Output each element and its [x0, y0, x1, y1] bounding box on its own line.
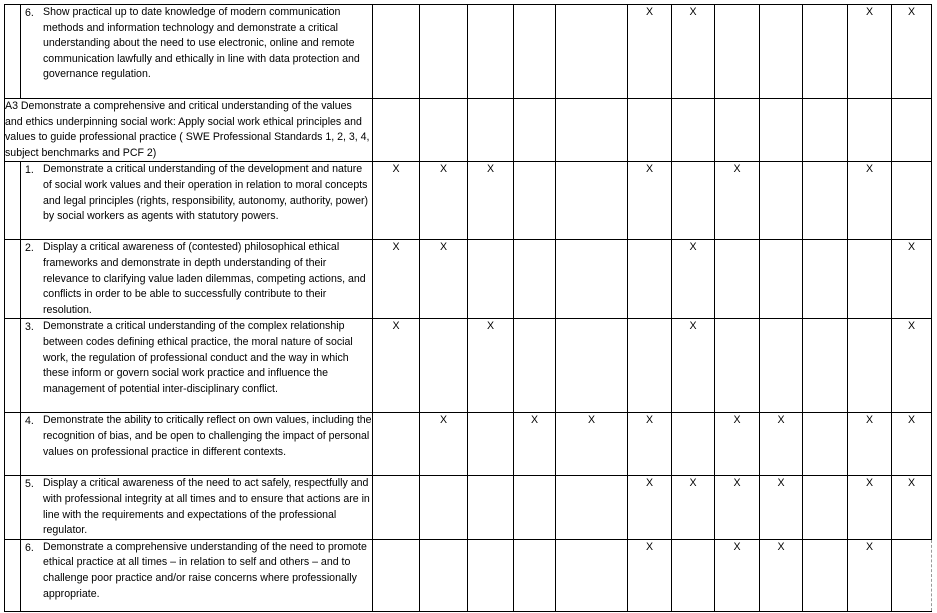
- matrix-cell: [803, 319, 848, 413]
- matrix-cell: [628, 240, 672, 319]
- matrix-cell-marked: X: [848, 476, 892, 539]
- matrix-cell: [848, 99, 892, 162]
- matrix-cell: [892, 539, 932, 611]
- matrix-cell: [420, 539, 468, 611]
- matrix-cell-marked: X: [628, 539, 672, 611]
- matrix-cell-marked: X: [468, 319, 514, 413]
- matrix-cell-marked: X: [628, 5, 672, 99]
- outcome-number: 6.: [25, 7, 34, 19]
- matrix-cell-marked: X: [760, 539, 803, 611]
- matrix-cell: [760, 162, 803, 240]
- matrix-cell: [803, 476, 848, 539]
- matrix-cell-marked: X: [848, 162, 892, 240]
- outcome-description: [21, 476, 373, 539]
- matrix-cell: [420, 319, 468, 413]
- matrix-cell-marked: X: [672, 319, 715, 413]
- matrix-cell: [803, 240, 848, 319]
- matrix-cell: [803, 5, 848, 99]
- matrix-cell: [373, 5, 420, 99]
- matrix-cell: [628, 319, 672, 413]
- matrix-cell: [848, 319, 892, 413]
- matrix-cell-marked: X: [892, 240, 932, 319]
- matrix-cell: [373, 413, 420, 476]
- outcome-row: [5, 240, 932, 319]
- matrix-cell-marked: X: [672, 5, 715, 99]
- matrix-cell: [514, 5, 556, 99]
- outcome-number: 6.: [25, 541, 34, 554]
- matrix-cell-marked: X: [373, 240, 420, 319]
- matrix-cell-marked: X: [556, 413, 628, 476]
- indent-cell: [5, 476, 21, 539]
- outcome-row: [5, 476, 932, 539]
- matrix-cell: [892, 99, 932, 162]
- matrix-cell-marked: X: [848, 539, 892, 611]
- matrix-cell: [373, 539, 420, 611]
- matrix-cell: [672, 539, 715, 611]
- matrix-cell: [803, 162, 848, 240]
- matrix-cell: [373, 99, 420, 162]
- matrix-cell: [760, 5, 803, 99]
- matrix-cell-marked: X: [892, 476, 932, 539]
- matrix-cell-marked: X: [848, 5, 892, 99]
- matrix-cell-marked: X: [628, 476, 672, 539]
- outcome-description: [21, 413, 373, 476]
- matrix-cell: [803, 99, 848, 162]
- matrix-cell: [760, 99, 803, 162]
- matrix-cell: [373, 476, 420, 539]
- outcome-description: [21, 240, 373, 319]
- matrix-cell: [514, 319, 556, 413]
- matrix-cell: [556, 539, 628, 611]
- outcome-row: [5, 413, 932, 476]
- indent-cell: [5, 5, 21, 99]
- outcome-number: 2.: [25, 242, 34, 255]
- outcome-description: [21, 539, 373, 611]
- matrix-cell: [514, 162, 556, 240]
- matrix-cell: [468, 99, 514, 162]
- matrix-cell: [556, 476, 628, 539]
- matrix-cell: [715, 5, 760, 99]
- matrix-cell-marked: X: [715, 476, 760, 539]
- section-heading-row: [5, 99, 932, 162]
- matrix-cell-marked: X: [715, 413, 760, 476]
- matrix-cell-marked: X: [760, 476, 803, 539]
- indent-cell: [5, 539, 21, 611]
- outcome-row: [5, 162, 932, 240]
- outcome-row: [5, 5, 932, 99]
- outcome-text: Demonstrate the ability to critically reflect on own values, including the recognition of bias, and be open to challenging the impact of personal values on professional practice in different contexts.: [43, 414, 372, 458]
- outcome-text: Show practical up to date knowledge of modern communication methods and information technology and demonstrate a critical understanding about the need to use electronic, online and remote communication lawfully and ethically in line with data protection and governance regulation.: [43, 6, 360, 81]
- matrix-cell: [848, 240, 892, 319]
- matrix-cell-marked: X: [892, 5, 932, 99]
- indent-cell: [5, 162, 21, 240]
- matrix-cell: [420, 5, 468, 99]
- matrix-cell-marked: X: [715, 539, 760, 611]
- matrix-cell: [468, 5, 514, 99]
- section-heading: A3 Demonstrate a comprehensive and critical understanding of the values and ethics underpinning social work: Apply social work ethical principles and values to guide professional practice ( SWE Professional Standards 1, 2, 3, 4, subject benchmarks and PCF 2): [5, 99, 373, 162]
- outcome-number: 5.: [25, 478, 34, 491]
- matrix-cell-marked: X: [420, 162, 468, 240]
- matrix-cell: [892, 162, 932, 240]
- matrix-cell: [468, 476, 514, 539]
- matrix-cell: [556, 319, 628, 413]
- outcome-row: [5, 319, 932, 413]
- matrix-cell: [514, 99, 556, 162]
- outcome-text: Demonstrate a critical understanding of the development and nature of social work values and their operation in relation to moral concepts and legal principles (rights, responsibility, autonomy, authority, power) by social workers as agents with statutory powers.: [43, 163, 369, 223]
- outcome-number: 1.: [25, 164, 34, 177]
- outcome-number: 4.: [25, 415, 34, 428]
- matrix-cell: [556, 5, 628, 99]
- matrix-cell: [803, 413, 848, 476]
- matrix-cell-marked: X: [373, 162, 420, 240]
- matrix-body: [5, 5, 932, 612]
- matrix-cell: [803, 539, 848, 611]
- outcome-description: [21, 319, 373, 413]
- matrix-cell: [715, 99, 760, 162]
- matrix-cell-marked: X: [672, 476, 715, 539]
- matrix-cell-marked: X: [628, 413, 672, 476]
- matrix-cell: [514, 476, 556, 539]
- matrix-cell: [556, 162, 628, 240]
- matrix-cell: [468, 539, 514, 611]
- matrix-cell-marked: X: [892, 319, 932, 413]
- outcome-text: Display a critical awareness of (contested) philosophical ethical frameworks and demonstrate in depth understanding of their relevance to clarifying value laden dilemmas, competing actions, and conflicts in order to be able to successfully contribute to their resolution.: [43, 241, 366, 316]
- matrix-cell: [715, 319, 760, 413]
- matrix-cell: [672, 99, 715, 162]
- indent-cell: [5, 413, 21, 476]
- outcome-row: [5, 539, 932, 611]
- matrix-cell-marked: X: [672, 240, 715, 319]
- outcome-text: Demonstrate a comprehensive understanding of the need to promote ethical practice at all times – in relation to self and others – and to challenge poor practice and/or raise concerns where professionally appropriate.: [43, 540, 367, 600]
- matrix-cell: [468, 240, 514, 319]
- outcome-number: 3.: [25, 321, 34, 334]
- outcome-description: [21, 5, 373, 99]
- matrix-cell: [715, 240, 760, 319]
- matrix-cell: [672, 162, 715, 240]
- matrix-cell: [628, 99, 672, 162]
- indent-cell: [5, 319, 21, 413]
- learning-outcomes-matrix: [4, 4, 932, 612]
- matrix-cell-marked: X: [420, 413, 468, 476]
- matrix-cell-marked: X: [514, 413, 556, 476]
- matrix-cell-marked: X: [892, 413, 932, 476]
- outcome-description: [21, 162, 373, 240]
- matrix-cell: [514, 240, 556, 319]
- outcome-text: Demonstrate a critical understanding of the complex relationship between codes defining ethical practice, the moral nature of social work, the regulation of professional conduct and the way in which these inform or govern social work practice and influence the management of potential inter-disciplinary conflict.: [43, 320, 353, 395]
- matrix-cell-marked: X: [715, 162, 760, 240]
- matrix-cell-marked: X: [628, 162, 672, 240]
- matrix-cell: [556, 99, 628, 162]
- matrix-cell: [420, 476, 468, 539]
- matrix-cell-marked: X: [760, 413, 803, 476]
- matrix-cell: [760, 240, 803, 319]
- matrix-cell: [514, 539, 556, 611]
- outcome-text: Display a critical awareness of the need to act safely, respectfully and with professional integrity at all times and to ensure that actions are in line with the requirements and expectations of the professional regulator.: [43, 477, 370, 537]
- matrix-cell: [468, 413, 514, 476]
- indent-cell: [5, 240, 21, 319]
- matrix-cell: [556, 240, 628, 319]
- matrix-cell-marked: X: [373, 319, 420, 413]
- matrix-cell-marked: X: [848, 413, 892, 476]
- matrix-cell: [420, 99, 468, 162]
- matrix-cell-marked: X: [468, 162, 514, 240]
- matrix-cell: [672, 413, 715, 476]
- matrix-cell-marked: X: [420, 240, 468, 319]
- matrix-cell: [760, 319, 803, 413]
